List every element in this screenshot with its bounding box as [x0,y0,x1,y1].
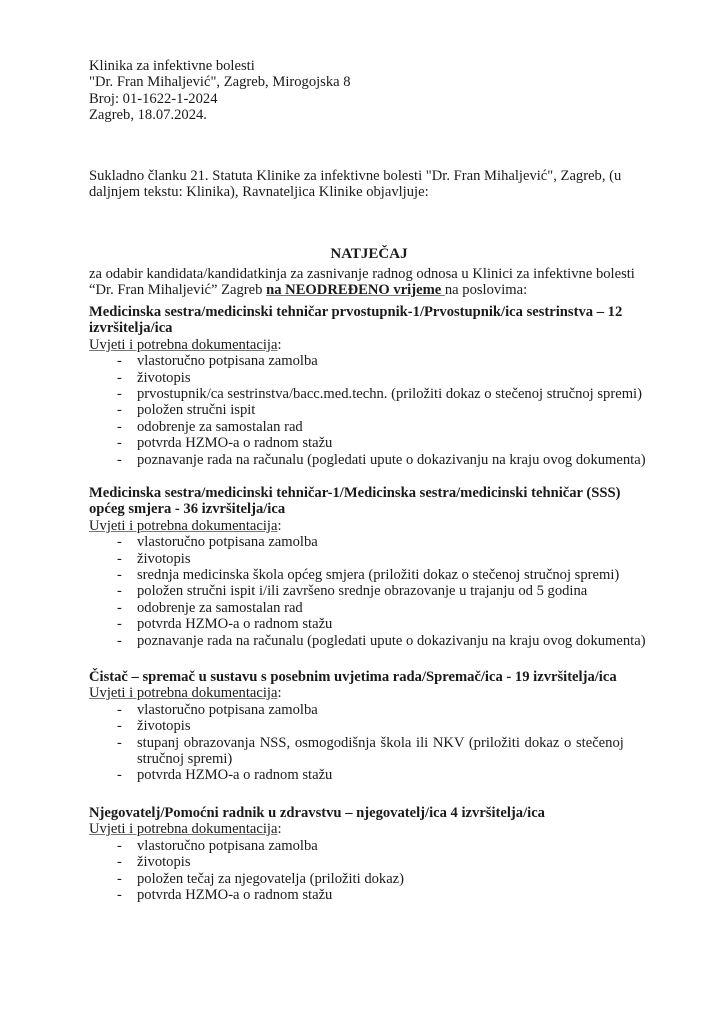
intro-line [89,282,649,298]
dash-bullet-icon: - [117,451,122,468]
job-title: izvršitelja/ica [89,320,173,337]
dash-bullet-icon: - [117,734,122,751]
item-text: vlastoručno potpisana zamolba [137,534,318,551]
document-date: Zagreb, 18.07.2024. [89,107,207,124]
item-text: vlastoručno potpisana zamolba [137,701,318,718]
dash-bullet-icon: - [117,854,122,871]
requirements-list [89,702,649,784]
item-text: potvrda HZMO-a o radnom stažu [137,887,333,904]
job-section [89,805,649,903]
item-text: poznavanje rada na računalu (pogledati upute o dokazivanju na kraju ovog dokumenta) [137,451,646,468]
preamble [89,168,649,201]
item-text: životopis [137,369,191,386]
dash-bullet-icon: - [117,534,122,551]
document-number: Broj: 01-1622-1-2024 [89,90,218,107]
job-title: Medicinska sestra/medicinski tehničar prvostupnik-1/Prvostupnik/ica sestrinstva – 12 [89,304,623,320]
item-text: potvrda HZMO-a o radnom stažu [137,616,333,633]
list-item [89,583,657,599]
dash-bullet-icon: - [117,353,122,370]
dash-bullet-icon: - [117,870,122,887]
requirements-list [89,838,649,904]
preamble-line: Sukladno članku 21. Statuta Klinike za infektivne bolesti "Dr. Fran Mihaljević", Zagreb, (u [89,168,622,184]
list-item [89,718,657,734]
dash-bullet-icon: - [117,418,122,435]
item-text: životopis [137,854,191,871]
colon: : [277,685,282,702]
item-text: potvrda HZMO-a o radnom stažu [137,767,333,784]
item-text: poznavanje rada na računalu (pogledati upute o dokazivanju na kraju ovog dokumenta) [137,632,646,649]
list-item [89,633,657,649]
colon: : [277,517,282,534]
dash-bullet-icon: - [117,767,122,784]
list-item [89,600,657,616]
list-item [89,767,657,783]
dash-bullet-icon: - [117,402,122,419]
dash-bullet-icon: - [117,550,122,567]
list-item [89,735,657,768]
list-item [89,854,657,870]
list-item [89,452,657,468]
item-text: stručnoj spremi) [137,751,233,768]
list-item [89,419,657,435]
list-item [89,871,657,887]
job-title: Čistač – spremač u sustavu s posebnim uvjetima rada/Spremač/ica - 19 izvršitelja/ica [89,669,617,685]
page-title: NATJEČAJ [330,246,408,262]
item-text: vlastoručno potpisana zamolba [137,353,318,370]
dash-bullet-icon: - [117,701,122,718]
list-item [89,702,657,718]
conditions-label: Uvjeti i potrebna dokumentacija [89,336,278,353]
job-section [89,304,649,468]
institution-address: "Dr. Fran Mihaljević", Zagreb, Mirogojska 8 [89,74,351,91]
item-text: srednja medicinska škola općeg smjera (priložiti dokaz o stečenoj stručnoj spremi) [137,567,620,584]
intro [89,266,649,299]
job-section [89,485,649,649]
item-text: prvostupnik/ca sestrinstva/bacc.med.techn. (priložiti dokaz o stečenoj stručnoj spremi) [137,386,642,403]
list-item [89,838,657,854]
list-item [89,534,657,550]
job-title: općeg smjera - 36 izvršitelja/ica [89,501,286,518]
item-text: stupanj obrazovanja NSS, osmogodišnja škola ili NKV (priložiti dokaz o stečenoj [137,734,624,751]
item-text: životopis [137,718,191,735]
item-text: položen stručni ispit i/ili završeno srednje obrazovanje u trajanju od 5 godina [137,583,588,600]
item-text: odobrenje za samostalan rad [137,418,303,435]
requirements-list [89,534,649,649]
intro-text: “Dr. Fran Mihaljević” Zagreb [89,282,267,299]
job-title: Njegovatelj/Pomoćni radnik u zdravstvu – njegovatelj/ica 4 izvršitelja/ica [89,805,545,821]
institution-name: Klinika za infektivne bolesti [89,58,255,74]
item-text: odobrenje za samostalan rad [137,599,303,616]
dash-bullet-icon: - [117,599,122,616]
dash-bullet-icon: - [117,583,122,600]
item-text: položen tečaj za njegovatelja (priložiti dokaz) [137,870,405,887]
item-text: životopis [137,550,191,567]
list-item [89,551,657,567]
dash-bullet-icon: - [117,837,122,854]
preamble-line: daljnjem tekstu: Klinika), Ravnateljica Klinike objavljuje: [89,184,429,201]
conditions-label: Uvjeti i potrebna dokumentacija [89,685,278,702]
dash-bullet-icon: - [117,887,122,904]
sender-header [89,58,649,124]
item-text: položen stručni ispit [137,402,256,419]
colon: : [277,821,282,838]
dash-bullet-icon: - [117,632,122,649]
conditions-label: Uvjeti i potrebna dokumentacija [89,517,278,534]
list-item [89,353,657,369]
job-title: Medicinska sestra/medicinski tehničar-1/Medicinska sestra/medicinski tehničar (SSS) [89,485,621,501]
dash-bullet-icon: - [117,369,122,386]
list-item [89,435,657,451]
dash-bullet-icon: - [117,386,122,403]
list-item [89,370,657,386]
requirements-list [89,353,649,468]
colon: : [277,336,282,353]
job-section [89,669,649,784]
list-item [89,567,657,583]
employment-term: na NEODREĐENO vrijeme [266,282,445,299]
dash-bullet-icon: - [117,718,122,735]
list-item [89,402,657,418]
dash-bullet-icon: - [117,435,122,452]
intro-text: na poslovima: [444,282,528,299]
list-item [89,887,657,903]
intro-line: za odabir kandidata/kandidatkinja za zasnivanje radnog odnosa u Klinici za infektivne bolesti [89,266,635,282]
list-item [89,386,657,402]
item-text: vlastoručno potpisana zamolba [137,837,318,854]
item-text: potvrda HZMO-a o radnom stažu [137,435,333,452]
conditions-label: Uvjeti i potrebna dokumentacija [89,821,278,838]
dash-bullet-icon: - [117,567,122,584]
list-item [89,616,657,632]
dash-bullet-icon: - [117,616,122,633]
